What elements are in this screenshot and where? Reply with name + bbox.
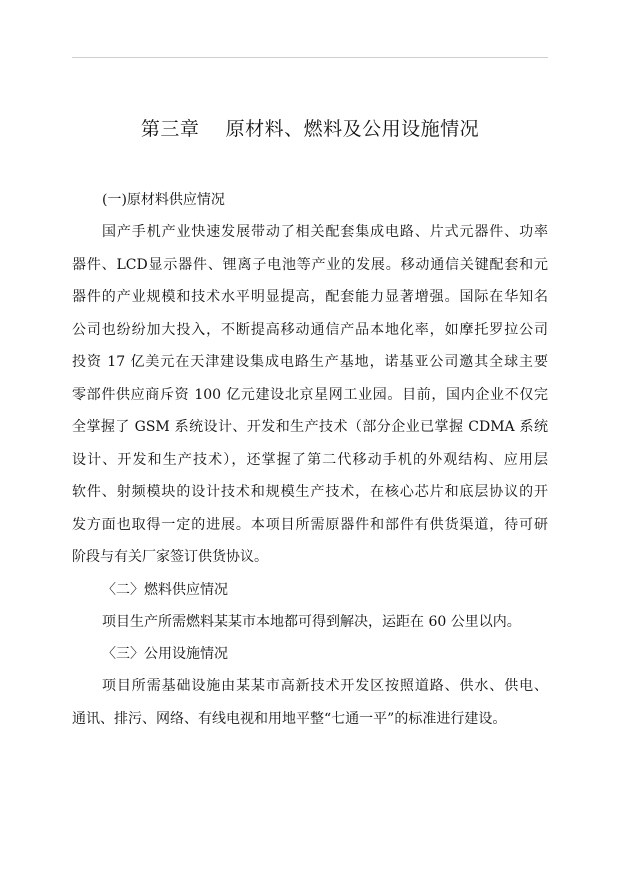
text-line: 全掌握了 GSM 系统设计、开发和生产技术（部分企业已掌握 CDMA 系统 xyxy=(72,419,548,435)
text-line: 项目所需基础设施由某某市高新技术开发区按照道路、供水、供电、 xyxy=(102,678,548,694)
paragraph-utilities xyxy=(72,670,548,735)
chapter-title: 第三章 原材料、燃料及公用设施情况 xyxy=(140,118,480,140)
section-heading-fuel: 〈二〉燃料供应情况 xyxy=(102,581,228,598)
text-line: 阶段与有关厂家签订供货协议。 xyxy=(72,549,268,565)
text-line: 器件、LCD显示器件、锂离子电池等产业的发展。移动通信关键配套和元 xyxy=(72,256,548,273)
paragraph-raw-materials xyxy=(72,216,548,574)
text-line: 投资 17 亿美元在天津建设集成电路生产基地，诺基亚公司邀其全球主要 xyxy=(72,354,548,370)
section-heading-raw-materials: (一)原材料供应情况 xyxy=(102,192,225,208)
text-line: 国产手机产业快速发展带动了相关配套集成电路、片式元器件、功率 xyxy=(102,224,548,240)
section-heading-utilities: 〈三〉公用设施情况 xyxy=(102,646,228,662)
text-line: 器件的产业规模和技术水平明显提高，配套能力显著增强。国际在华知名 xyxy=(72,289,548,305)
paragraph-fuel xyxy=(72,606,548,639)
text-line: 零部件供应商斥资 100 亿元建设北京星网工业园。目前，国内企业不仅完 xyxy=(72,386,548,403)
header-divider xyxy=(72,57,548,58)
text-line: 设计、开发和生产技术），还掌握了第二代移动手机的外观结构、应用层 xyxy=(72,451,548,468)
text-line: 通讯、排污、网络、有线电视和用地平整“七通一平”的标准进行建设。 xyxy=(72,710,507,727)
text-line: 软件、射频模块的设计技术和规模生产技术，在核心芯片和底层协议的开 xyxy=(72,484,548,500)
document-body xyxy=(72,184,548,735)
text-line: 项目生产所需燃料某某市本地都可得到解决，运距在 60 公里以内。 xyxy=(102,613,521,630)
text-line: 公司也纷纷加大投入，不断提高移动通信产品本地化率，如摩托罗拉公司 xyxy=(72,321,548,338)
text-line: 发方面也取得一定的进展。本项目所需原器件和部件有供货渠道，待可研 xyxy=(72,516,548,533)
